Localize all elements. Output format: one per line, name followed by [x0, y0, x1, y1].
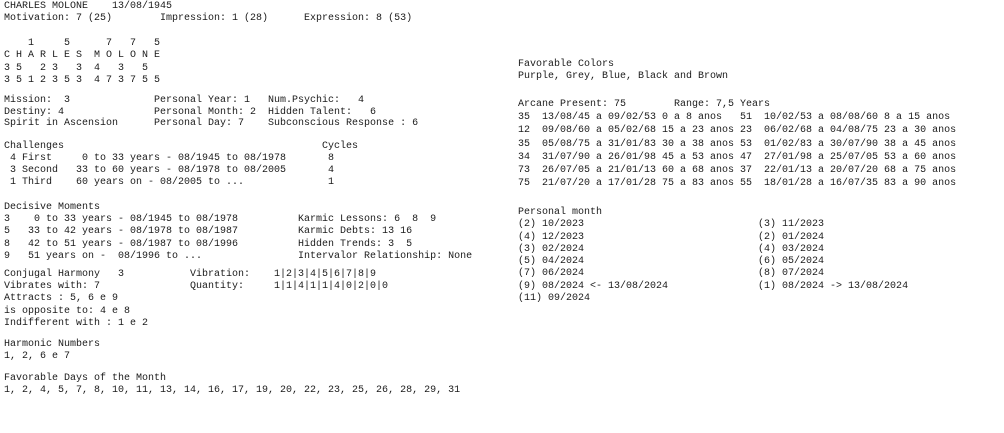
conjugal-vibrates-line: Vibrates with: 7 Quantity: 1|1|4|1|1|4|0|2|0|0 — [4, 281, 389, 293]
challenges-row: 4 First 0 to 33 years - 08/1945 to 08/1978 8 — [4, 153, 335, 164]
section-arcane-table — [518, 98, 956, 190]
personal-month-row: (11) 09/2024 — [518, 293, 591, 305]
arcane-row: 35 05/08/75 a 31/01/83 30 a 38 anos 53 01/02/83 a 30/07/90 38 a 45 anos — [518, 138, 957, 150]
section-person-header — [4, 1, 412, 24]
favorable-colors-values: Purple, Grey, Blue, Black and Brown — [518, 71, 729, 83]
name-chart-vowel-values: 1 5 7 7 5 — [4, 38, 161, 49]
section-decisive-moments — [4, 202, 472, 263]
section-personal-month — [518, 207, 908, 305]
person-scores-line: Motivation: 7 (25) Impression: 1 (28) Expression: 8 (53) — [4, 12, 413, 24]
arcane-row: 12 09/08/60 a 05/02/68 15 a 23 anos 23 06/02/68 a 04/08/75 23 a 30 anos — [518, 125, 957, 137]
core-numbers-line: Spirit in Ascension Personal Day: 7 Subconscious Response : 6 — [4, 118, 419, 130]
personal-month-row: (9) 08/2024 <- 13/08/2024 (1) 08/2024 -> 13/08/2024 — [518, 280, 909, 292]
section-conjugal-harmony — [4, 269, 388, 330]
decisive-moments-row: 9 51 years on - 08/1996 to ... Intervalor Relationship: None — [4, 250, 473, 262]
conjugal-indifferent-line: Indifferent with : 1 e 2 — [4, 317, 149, 329]
favorable-days-values: 1, 2, 4, 5, 7, 8, 10, 11, 13, 14, 16, 17, 19, 20, 22, 23, 25, 26, 28, 29, 31 — [4, 385, 461, 397]
challenges-row: 1 Third 60 years on - 08/2005 to ... 1 — [4, 177, 335, 188]
decisive-moments-row: 8 42 to 51 years - 08/1987 to 08/1996 Hidden Trends: 3 5 — [4, 238, 413, 250]
section-challenges-cycles — [4, 141, 358, 189]
conjugal-attracts-line: Attracts : 5, 6 e 9 — [4, 293, 119, 305]
name-chart-letters: C H A R L E S M O L O N E — [4, 50, 161, 62]
section-favorable-days — [4, 373, 460, 397]
section-harmonic-numbers — [4, 339, 100, 363]
core-numbers-line: Destiny: 4 Personal Month: 2 Hidden Talent: 6 — [4, 106, 377, 118]
decisive-moments-row: 5 33 to 42 years - 08/1978 to 08/1987 Karmic Debts: 13 16 — [4, 226, 413, 238]
personal-month-row: (4) 12/2023 (2) 01/2024 — [518, 231, 825, 243]
arcane-header: Arcane Present: 75 Range: 7,5 Years — [518, 99, 771, 110]
name-chart-consonant-values: 3 5 2 3 3 4 3 5 — [4, 62, 149, 74]
conjugal-harmony-line: Conjugal Harmony 3 Vibration: 1|2|3|4|5|6|7|8|9 — [4, 269, 377, 280]
section-favorable-colors — [518, 59, 728, 83]
decisive-moments-title: Decisive Moments — [4, 202, 101, 213]
personal-month-row: (2) 10/2023 (3) 11/2023 — [518, 219, 825, 231]
person-name-line: CHARLES MOLONE 13/08/1945 — [4, 1, 173, 12]
arcane-row: 34 31/07/90 a 26/01/98 45 a 53 anos 47 27/01/98 a 25/07/05 53 a 60 anos — [518, 151, 957, 163]
challenges-row: 3 Second 33 to 60 years - 08/1978 to 08/2005 4 — [4, 165, 335, 176]
challenges-header: Challenges Cycles — [4, 141, 359, 152]
section-name-chart — [4, 38, 160, 87]
harmonic-numbers-title: Harmonic Numbers — [4, 339, 101, 350]
favorable-days-title: Favorable Days of the Month — [4, 373, 167, 384]
arcane-row: 75 21/07/20 a 17/01/28 75 a 83 anos 55 18/01/28 a 16/07/35 83 a 90 anos — [518, 178, 957, 190]
arcane-row: 73 26/07/05 a 21/01/13 60 a 68 anos 37 22/01/13 a 20/07/20 68 a 75 anos — [518, 165, 957, 177]
personal-month-row: (3) 02/2024 (4) 03/2024 — [518, 243, 825, 255]
name-chart-all-values: 3 5 1 2 3 5 3 4 7 3 7 5 5 — [4, 74, 161, 86]
personal-month-title: Personal month — [518, 207, 603, 218]
core-numbers-line: Mission: 3 Personal Year: 1 Num.Psychic: 4 — [4, 95, 365, 106]
section-core-numbers — [4, 95, 418, 130]
harmonic-numbers-values: 1, 2, 6 e 7 — [4, 351, 71, 363]
arcane-row: 35 13/08/45 a 09/02/53 0 a 8 anos 51 10/02/53 a 08/08/60 8 a 15 anos — [518, 112, 951, 124]
personal-month-row: (5) 04/2024 (6) 05/2024 — [518, 256, 825, 268]
conjugal-opposite-line: is opposite to: 4 e 8 — [4, 305, 131, 317]
personal-month-row: (7) 06/2024 (8) 07/2024 — [518, 268, 825, 280]
favorable-colors-title: Favorable Colors — [518, 59, 615, 70]
decisive-moments-row: 3 0 to 33 years - 08/1945 to 08/1978 Karmic Lessons: 6 8 9 — [4, 214, 437, 226]
